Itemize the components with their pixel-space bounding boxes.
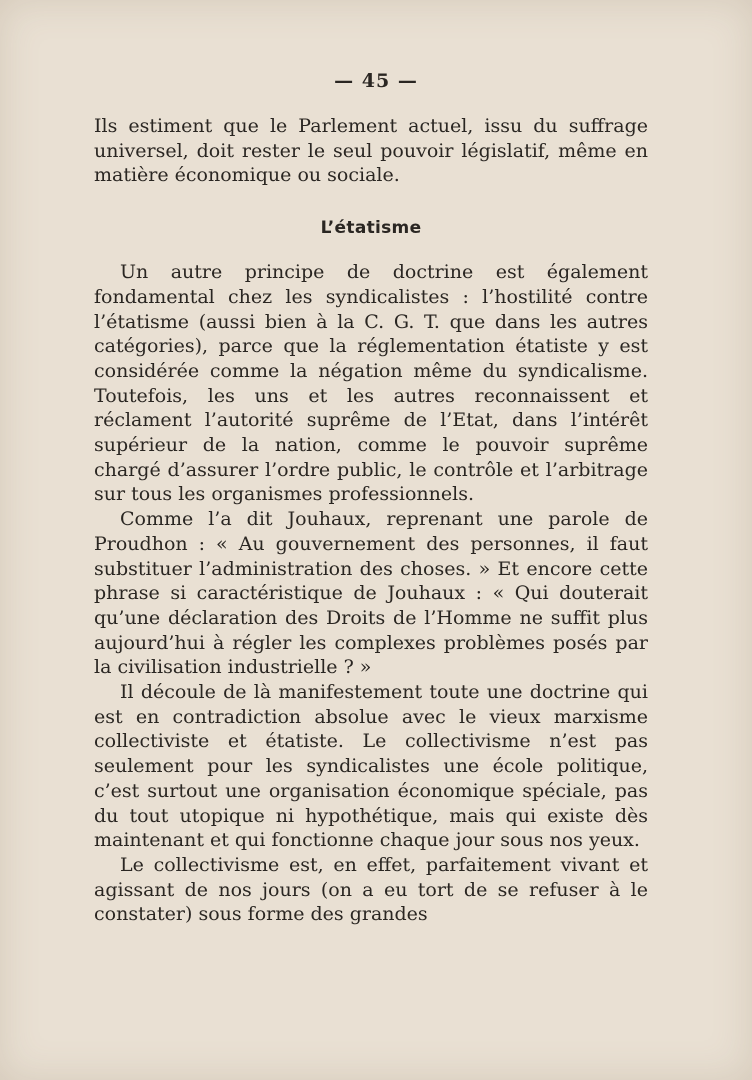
paragraph-parliament: Ils estiment que le Parlement actuel, issu du suffrage universel, doit rester le seul pouvoir législatif, même en matière économique ou sociale. [94, 115, 648, 187]
page-body [94, 114, 648, 927]
page-number: — 45 — [334, 70, 418, 92]
paragraph-etatisme: Un autre principe de doctrine est également fondamental chez les syndicalistes : l’hostilité contre l’étatisme (aussi bien à la C. G. T. que dans les autres catégories), parce que la réglementation étatiste y est considérée comme la négation même du syndicalisme. Toutefois, les uns et les autres reconnaissent et réclament l’autorité suprême de l’Etat, dans l’intérêt supérieur de la nation, comme le pouvoir suprême chargé d’assurer l’ordre public, le contrôle et l’arbitrage sur tous les organismes professionnels. [94, 261, 648, 506]
paragraph-collectivisme: Le collectivisme est, en effet, parfaitement vivant et agissant de nos jours (on a eu tort de se refuser à le constater) sous forme des grandes [94, 853, 648, 926]
paragraph-jouhaux: Comme l’a dit Jouhaux, reprenant une parole de Proudhon : « Au gouvernement des personnes, il faut substituer l’administration des choses. » Et encore cette phrase si caractéristique de Jouhaux : « Qui douterait qu’une déclaration des Droits de l’Homme ne suffit plus aujourd’hui à régler les complexes problèmes posés par la civilisation industrielle ? » [94, 508, 648, 679]
section-heading: L’étatisme [320, 218, 422, 239]
paragraph-doctrine: Il découle de là manifestement toute une doctrine qui est en contradiction absolue avec le vieux marxisme collectiviste et étatiste. Le collectivisme n’est pas seulement pour les syndicalistes une école politique, c’est surtout une organisation économique spéciale, pas du tout utopique ni hypothétique, mais qui existe dès maintenant et qui fonctionne chaque jour sous nos yeux. [94, 681, 648, 852]
